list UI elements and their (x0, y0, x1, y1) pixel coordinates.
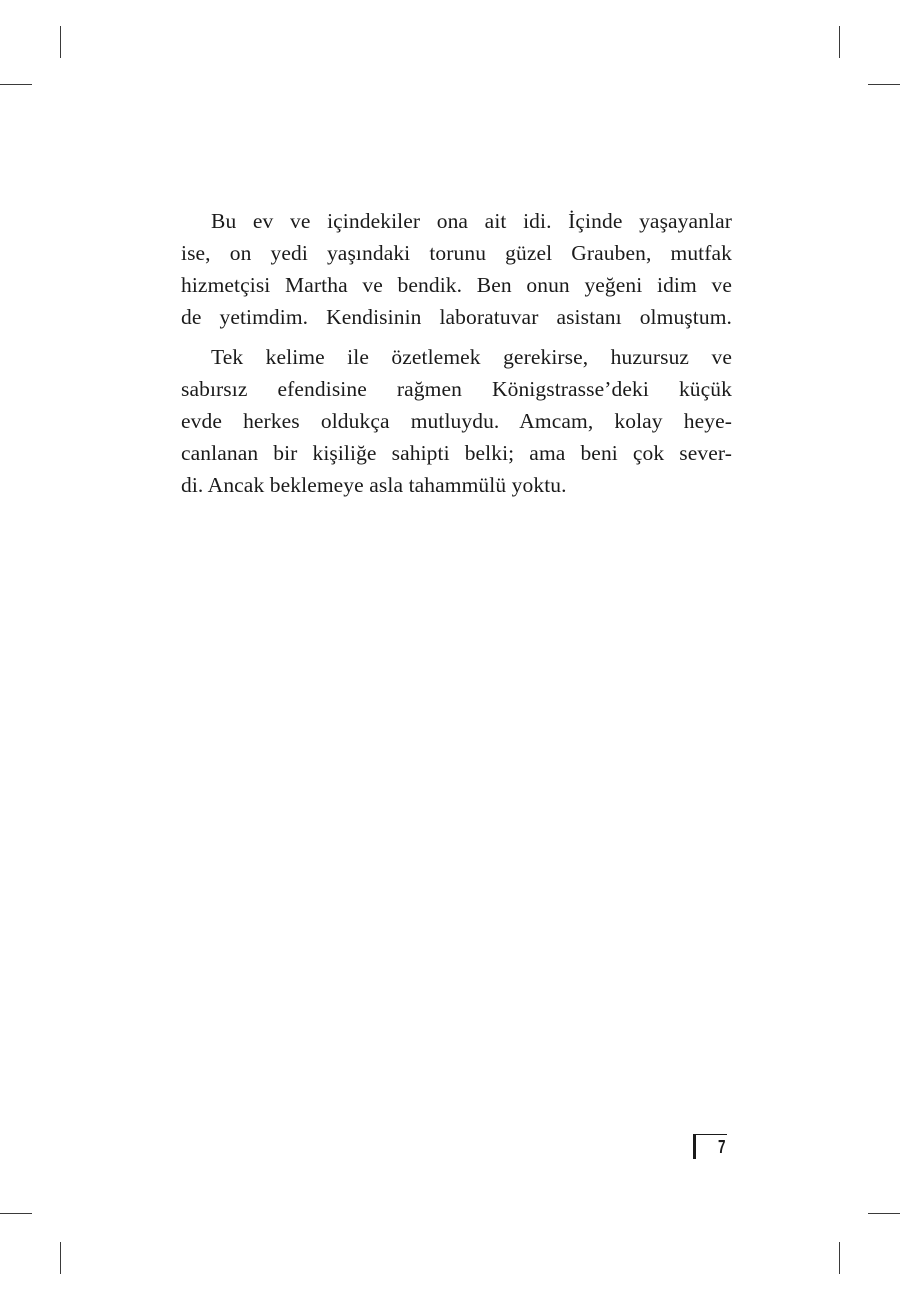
page-number-folio (693, 1134, 728, 1160)
crop-mark-top-left-horizontal (0, 84, 32, 85)
page-number: 7 (718, 1136, 726, 1157)
paragraph (181, 341, 732, 501)
crop-mark-bottom-left-vertical (60, 1242, 61, 1274)
body-text (181, 205, 732, 509)
text-line: evde herkes oldukça mutluydu. Amcam, kolay heye- (181, 409, 732, 433)
crop-mark-top-right-horizontal (868, 84, 900, 85)
paragraph (181, 205, 732, 333)
crop-mark-top-right-vertical (839, 26, 840, 58)
text-line: Tek kelime ile özetlemek gerekirse, huzursuz ve (211, 345, 732, 369)
text-line: di. Ancak beklemeye asla tahammülü yoktu. (181, 473, 567, 497)
folio-rule (693, 1134, 727, 1135)
crop-mark-bottom-left-horizontal (0, 1213, 32, 1214)
crop-mark-bottom-right-vertical (839, 1242, 840, 1274)
crop-mark-bottom-right-horizontal (868, 1213, 900, 1214)
text-line: Bu ev ve içindekiler ona ait idi. İçinde yaşayanlar (211, 209, 732, 233)
crop-mark-top-left-vertical (60, 26, 61, 58)
folio-bar (693, 1135, 696, 1159)
text-line: hizmetçisi Martha ve bendik. Ben onun yeğeni idim ve (181, 273, 732, 297)
text-line: ise, on yedi yaşındaki torunu güzel Grauben, mutfak (181, 241, 732, 265)
text-line: sabırsız efendisine rağmen Königstrasse’deki küçük (181, 377, 732, 401)
text-line: canlanan bir kişiliğe sahipti belki; ama beni çok sever- (181, 441, 732, 465)
text-line: de yetimdim. Kendisinin laboratuvar asistanı olmuştum. (181, 305, 732, 329)
